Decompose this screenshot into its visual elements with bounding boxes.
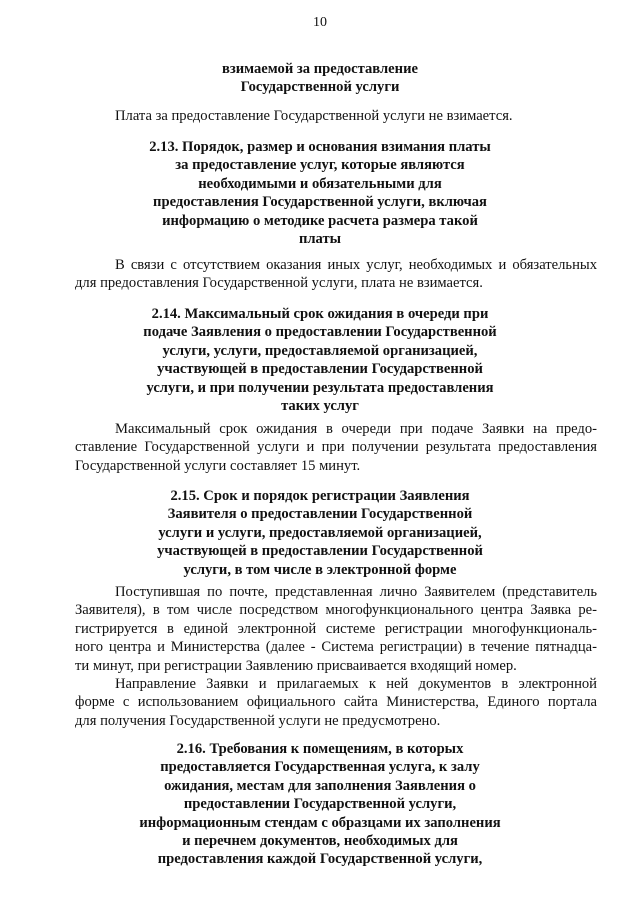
paragraph: Поступившая по почте, представленная лично Заявителем (представитель Заявителя), в том числе посредством многофункционального центра Заявка ре- гистрируется в единой электронной системе регистрации многофункциональ- ного центра и Министерства (далее - Система регистрации) в течение пятнадца- ти минут, при регистрации Заявлению присваивается входящий номер. [75, 584, 597, 674]
paragraph: Максимальный срок ожидания в очереди при подаче Заявки на предо- ставление Государственной услуги и при получении результата предоставления Государственной услуги составляет 15 минут. [75, 421, 597, 474]
section-heading-2-14: 2.14. Максимальный срок ожидания в очереди при подаче Заявления о предоставлении Государственной услуги, услуги, предоставляемой организацией, участвующей в предоставлении Государственной услуги, и при получении результата предоставления таких услуг [143, 306, 497, 415]
section-heading-2-15: 2.15. Срок и порядок регистрации Заявления Заявителя о предоставлении Государственной услуги и услуги, предоставляемой организацией, участвующей в предоставлении Государственной услуги, в том числе в электронной форме [157, 488, 483, 578]
section-heading-2-16: 2.16. Требования к помещениям, в которых предоставляется Государственная услуга, к залу ожидания, местам для заполнения Заявления о предоставлении Государственной услуги, информационным стендам с образцами их заполнения и перечнем документов, необходимых для предоставления каждой Государственной услуги, [139, 741, 501, 868]
page-number: 10 [313, 15, 327, 30]
paragraph: В связи с отсутствием оказания иных услуг, необходимых и обязательных для предоставления Государственной услуги, плата не взимается. [75, 257, 597, 292]
section-heading: взимаемой за предоставление Государственной услуги [222, 61, 418, 96]
paragraph: Плата за предоставление Государственной услуги не взимается. [115, 108, 513, 124]
section-heading-2-13: 2.13. Порядок, размер и основания взимания платы за предоставление услуг, которые являются необходимыми и обязательными для предоставления Государственной услуги, включая информацию о методике расчета размера такой платы [149, 139, 491, 248]
paragraph: Направление Заявки и прилагаемых к ней документов в электронной форме с использованием официального сайта Министерства, Единого портала для получения Государственной услуги не предусмотрено. [75, 676, 597, 729]
